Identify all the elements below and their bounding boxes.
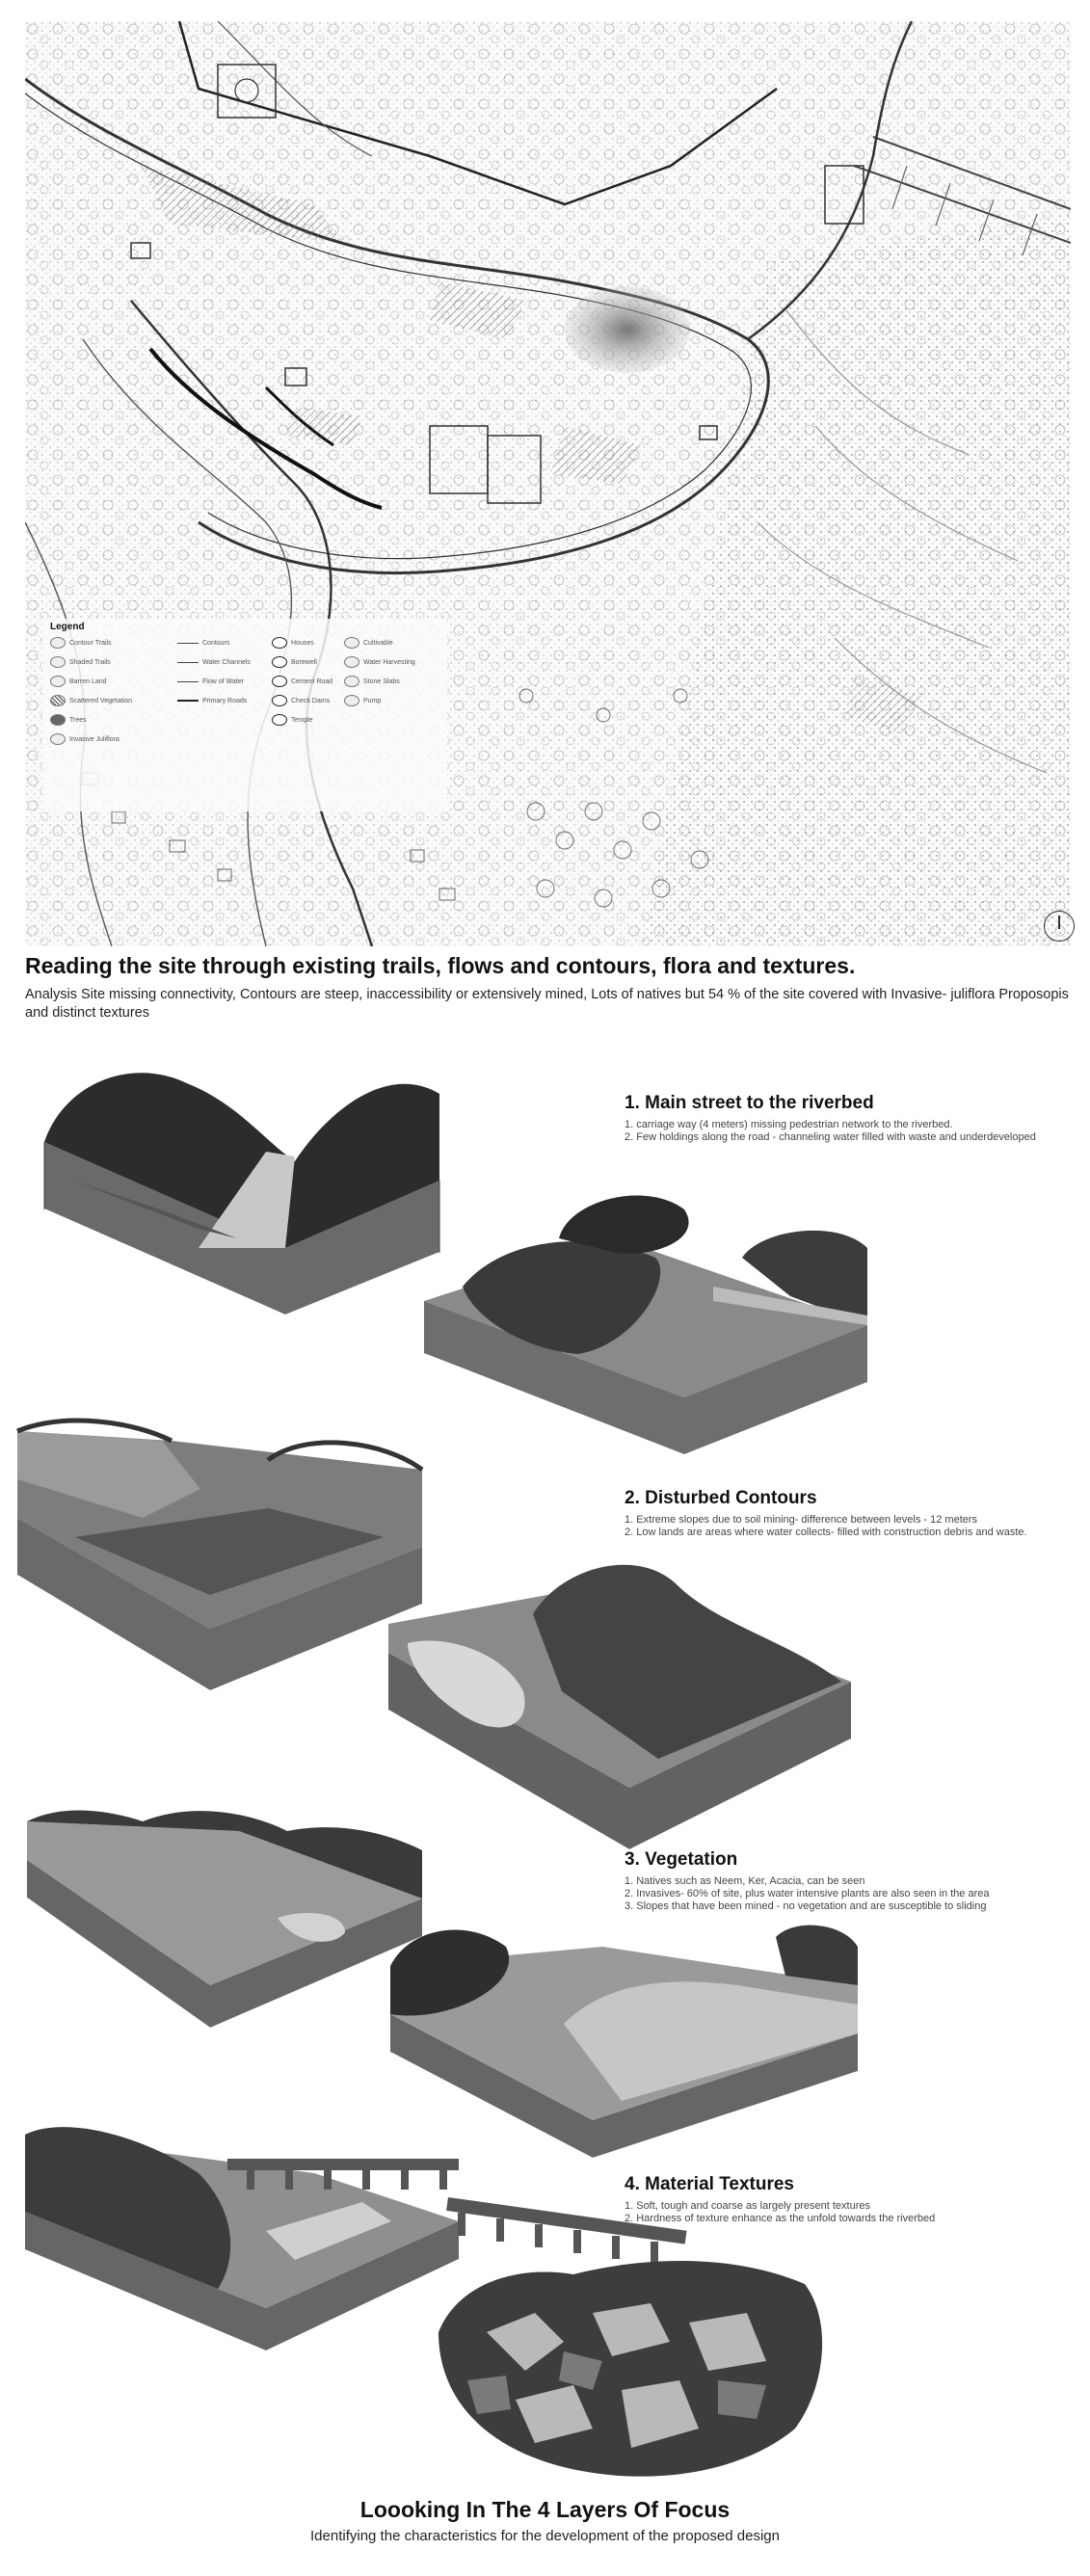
check-dam-icon <box>272 695 287 706</box>
layer-2-description <box>625 1487 1068 1539</box>
contours-swatch <box>177 643 199 644</box>
water-flow-swatch <box>177 681 199 682</box>
legend-item: Water Channels <box>177 655 251 669</box>
legend-item: Contour Trails <box>50 636 112 650</box>
layer-3-description <box>625 1848 1068 1913</box>
borewell-icon <box>272 656 287 668</box>
road-edge-block-image <box>390 1927 858 2159</box>
layer-3-point: 2. Invasives- 60% of site, plus water intensive plants are also seen in the area <box>625 1888 990 1899</box>
legend-item: Stone Slabs <box>344 675 400 688</box>
layer-3-title: 3. Vegetation <box>625 1849 738 1870</box>
water-channel-swatch <box>177 662 199 663</box>
legend-item: Scattered Vegetation <box>50 694 132 707</box>
map-title: Reading the site through existing trails, flows and contours, flora and textures. <box>25 953 856 978</box>
temple-icon <box>272 714 287 726</box>
stone-texture-block-image <box>429 2197 834 2486</box>
vegetation-swatch <box>50 695 66 706</box>
legend-item: Cement Road <box>272 675 332 688</box>
legend-item: Contours <box>177 636 229 650</box>
layer-4-point: 1. Soft, tough and coarse as largely present textures <box>625 2200 870 2212</box>
legend-item: Invasive Juliflora <box>50 732 120 746</box>
layer-1-title: 1. Main street to the riverbed <box>625 1093 874 1113</box>
street-block-image <box>44 1065 439 1315</box>
footer-subtitle: Identifying the characteristics for the development of the proposed design <box>310 2528 780 2544</box>
trees-swatch <box>50 714 66 726</box>
layer-1-point: 1. carriage way (4 meters) missing pedestrian network to the riverbed. <box>625 1119 953 1130</box>
stone-slabs-swatch <box>344 676 359 687</box>
layer-3-point: 3. Slopes that have been mined - no vegetation and are susceptible to sliding <box>625 1900 987 1912</box>
legend-item: Barren Land <box>50 675 107 688</box>
shrub-block-image <box>424 1181 867 1455</box>
layer-2-point: 1. Extreme slopes due to soil mining- difference between levels - 12 meters <box>625 1514 978 1526</box>
legend-item: Water Harvesting <box>344 655 415 669</box>
legend-item: Borewell <box>272 655 317 669</box>
barren-land-swatch <box>50 676 66 687</box>
footer-title: Loooking In The 4 Layers Of Focus <box>359 2497 731 2522</box>
legend-title: Legend <box>50 622 85 632</box>
layer-2-title: 2. Disturbed Contours <box>625 1488 817 1508</box>
legend-item: Shaded Trails <box>50 655 111 669</box>
map-description: Analysis Site missing connectivity, Contours are steep, inaccessibility or extensively mined, Lots of natives but 54 % of the site covered with Invasive- juliflora Proposopis and distinct textures <box>25 987 1069 1021</box>
legend-item: Trees <box>50 713 87 727</box>
legend-item: Temple <box>272 713 313 727</box>
layer-2-point: 2. Low lands are areas where water collects- filled with construction debris and waste. <box>625 1527 1027 1538</box>
vegetation-block-image <box>27 1793 422 2029</box>
pump-swatch <box>344 695 359 706</box>
legend-item: Primary Roads <box>177 694 247 707</box>
site-analysis-map <box>25 21 1071 946</box>
north-arrow-icon <box>1044 911 1075 942</box>
juliflora-swatch <box>50 733 66 745</box>
layer-1-point: 2. Few holdings along the road - channeling water filled with waste and underdeveloped <box>625 1131 1036 1143</box>
layer-1-description <box>625 1092 1068 1144</box>
contour-trails-swatch <box>50 637 66 649</box>
shaded-trails-swatch <box>50 656 66 668</box>
legend-item: Pump <box>344 694 381 707</box>
cement-road-icon <box>272 676 287 687</box>
check-dam-block-image <box>25 2115 459 2351</box>
layer-4-point: 2. Hardness of texture enhance as the unfold towards the riverbed <box>625 2213 936 2224</box>
water-pit-block-image <box>388 1547 851 1850</box>
legend-item: Flow of Water <box>177 675 244 688</box>
house-icon <box>272 637 287 649</box>
layer-4-title: 4. Material Textures <box>625 2174 795 2194</box>
primary-road-swatch <box>177 700 199 702</box>
legend-item: Cultivable <box>344 636 393 650</box>
layer-3-point: 1. Natives such as Neem, Ker, Acacia, can be seen <box>625 1875 865 1887</box>
water-harvesting-swatch <box>344 656 359 668</box>
layer-4-description <box>625 2173 1068 2225</box>
mined-contour-block-image <box>17 1412 422 1691</box>
cultivable-swatch <box>344 637 359 649</box>
legend-item: Houses <box>272 636 314 650</box>
legend-item: Check Dams <box>272 694 330 707</box>
